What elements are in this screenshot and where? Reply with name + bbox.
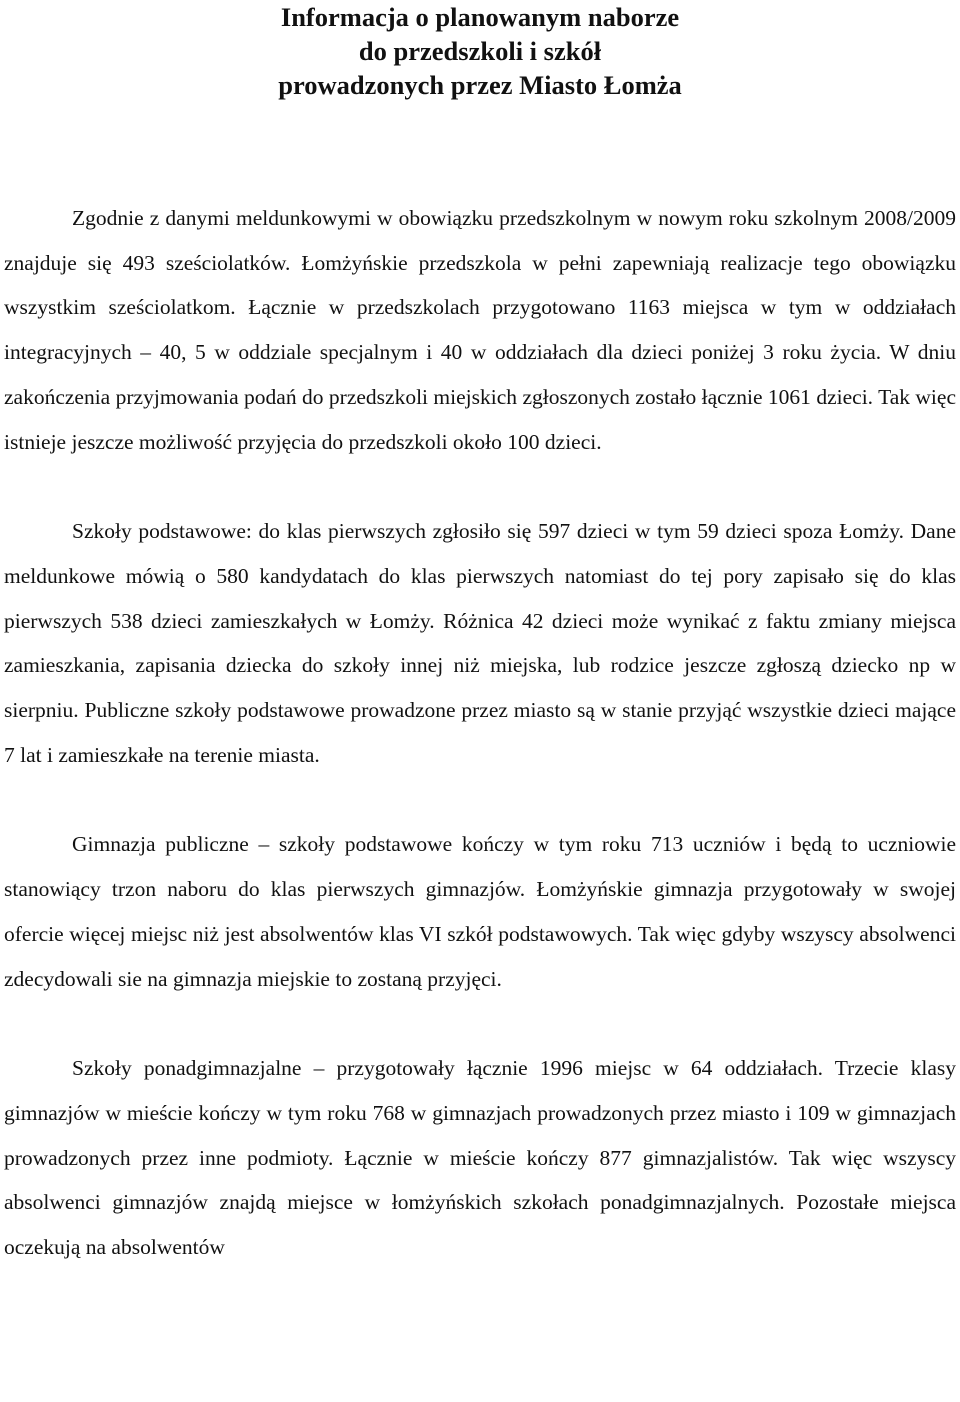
paragraph-upper-secondary: Szkoły ponadgimnazjalne – przygotowały łącznie 1996 miejsc w 64 oddziałach. Trzecie klasy gimnazjów w mieście kończy w tym roku 768 w gimnazjach prowadzonych przez miasto i 109 w gimnazjach prowadzonych przez inne podmioty. Łącznie w mieście kończy 877 gimnazjalistów. Tak więc wszyscy absolwenci gimnazjów znajdą miejsce w łomżyńskich szkołach ponadgimnazjalnych. Pozostałe miejsca oczekują na absolwentów	[4, 1056, 956, 1260]
paragraph-primary-schools: Szkoły podstawowe: do klas pierwszych zgłosiło się 597 dzieci w tym 59 dzieci spoza Łomży. Dane meldunkowe mówią o 580 kandydatach do klas pierwszych natomiast do tej pory zapisało się do klas pierwszych 538 dzieci zamieszkałych w Łomży. Różnica 42 dzieci może wynikać z faktu zmiany miejsca zamieszkania, zapisania dziecka do szkoły innej niż miejska, lub rodzice jeszcze zgłoszą dziecko np w sierpniu. Publiczne szkoły podstawowe prowadzone przez miasto są w stanie przyjąć wszystkie dzieci mające 7 lat i zamieszkałe na terenie miasta.	[4, 519, 956, 767]
document-page	[4, 0, 956, 1270]
document-title	[4, 0, 956, 102]
title-line-2: do przedszkoli i szkół	[358, 36, 602, 66]
paragraph-preschools: Zgodnie z danymi meldunkowymi w obowiązku przedszkolnym w nowym roku szkolnym 2008/2009 znajduje się 493 sześciolatków. Łomżyńskie przedszkola w pełni zapewniają realizacje tego obowiązku wszystkim sześciolatkom. Łącznie w przedszkolach przygotowano 1163 miejsca w tym w oddziałach integracyjnych – 40, 5 w oddziale specjalnym i 40 w oddziałach dla dzieci poniżej 3 roku życia. W dniu zakończenia przyjmowania podań do przedszkoli miejskich zgłoszonych zostało łącznie 1061 dzieci. Tak więc istnieje jeszcze możliwość przyjęcia do przedszkoli około 100 dzieci.	[4, 206, 956, 454]
title-line-3: prowadzonych przez Miasto Łomża	[278, 70, 682, 100]
paragraph-gymnasiums: Gimnazja publiczne – szkoły podstawowe kończy w tym roku 713 uczniów i będą to uczniowie stanowiący trzon naboru do klas pierwszych gimnazjów. Łomżyńskie gimnazja przygotowały w swojej ofercie więcej miejsc niż jest absolwentów klas VI szkół podstawowych. Tak więc gdyby wszyscy absolwenci zdecydowali sie na gimnazja miejskie to zostaną przyjęci.	[4, 832, 956, 991]
title-line-1: Informacja o planowanym naborze	[280, 2, 680, 32]
